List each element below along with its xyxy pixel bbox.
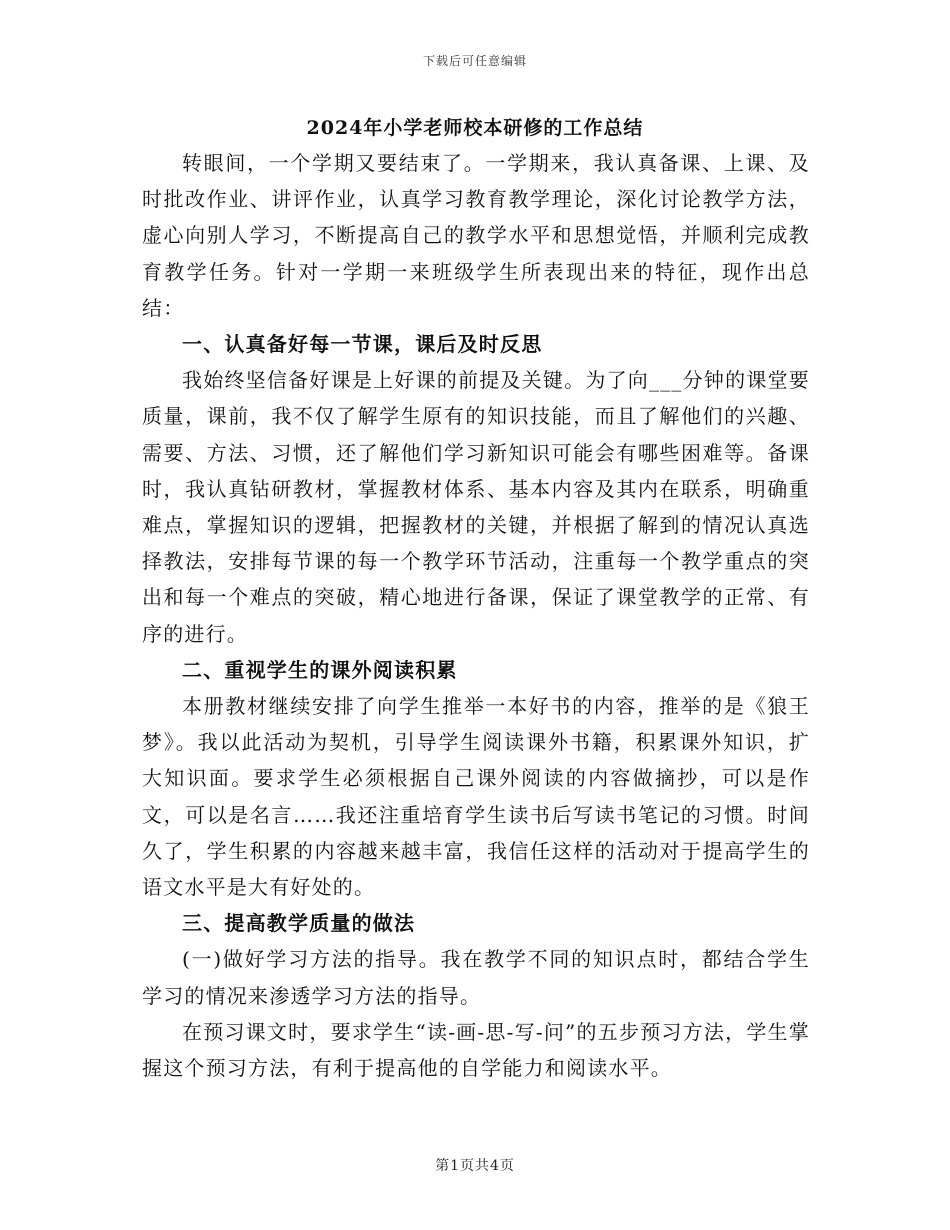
section-heading-3: 三、提高教学质量的做法 bbox=[182, 911, 416, 936]
document-title: 2024年小学老师校本研修的工作总结 bbox=[306, 117, 644, 139]
section-heading-1: 一、认真备好每一节课，课后及时反思 bbox=[182, 332, 543, 357]
section-3-paragraph-2: 在预习课文时，要求学生“读-画-思-写-问”的五步预习方法，学生掌握这个预习方法，有利于提高他的自学能力和阅读水平。 bbox=[142, 1019, 810, 1081]
header-note: 下载后可任意编辑 bbox=[422, 54, 527, 68]
document-body bbox=[142, 145, 810, 1086]
page-number: 第1页共4页 bbox=[435, 1158, 515, 1174]
section-1-paragraph: 我始终坚信备好课是上好课的前提及关键。为了向___分钟的课堂要质量，课前，我不仅了解学生原有的知识技能，而且了解他们的兴趣、需要、方法、习惯，还了解他们学习新知识可能会有哪些困难等。备课时，我认真钻研教材，掌握教材体系、基本内容及其内在联系，明确重难点，掌握知识的逻辑，把握教材的关键，并根据了解到的情况认真选择教法，安排每节课的每一个教学环节活动，注重每一个教学重点的突出和每一个难点的突破，精心地进行备课，保证了课堂教学的正常、有序的进行。 bbox=[142, 368, 810, 646]
section-2-paragraph: 本册教材继续安排了向学生推举一本好书的内容，推举的是《狼王梦》。我以此活动为契机，引导学生阅读课外书籍，积累课外知识，扩大知识面。要求学生必须根据自己课外阅读的内容做摘抄，可以是作文，可以是名言……我还注重培育学生读书后写读书笔记的习惯。时间久了，学生积累的内容越来越丰富，我信任这样的活动对于提高学生的语文水平是大有好处的。 bbox=[142, 694, 810, 900]
section-heading-2: 二、重视学生的课外阅读积累 bbox=[182, 657, 458, 682]
section-3-paragraph-1: (一)做好学习方法的指导。我在教学不同的知识点时，都结合学生学习的情况来渗透学习方法的指导。 bbox=[142, 947, 810, 1008]
intro-paragraph: 转眼间，一个学期又要结束了。一学期来，我认真备课、上课、及时批改作业、讲评作业，认真学习教育教学理论，深化讨论教学方法，虚心向别人学习，不断提高自己的教学水平和思想觉悟，并顺利完成教育教学任务。针对一学期一来班级学生所表现出来的特征，现作出总结： bbox=[142, 151, 810, 320]
